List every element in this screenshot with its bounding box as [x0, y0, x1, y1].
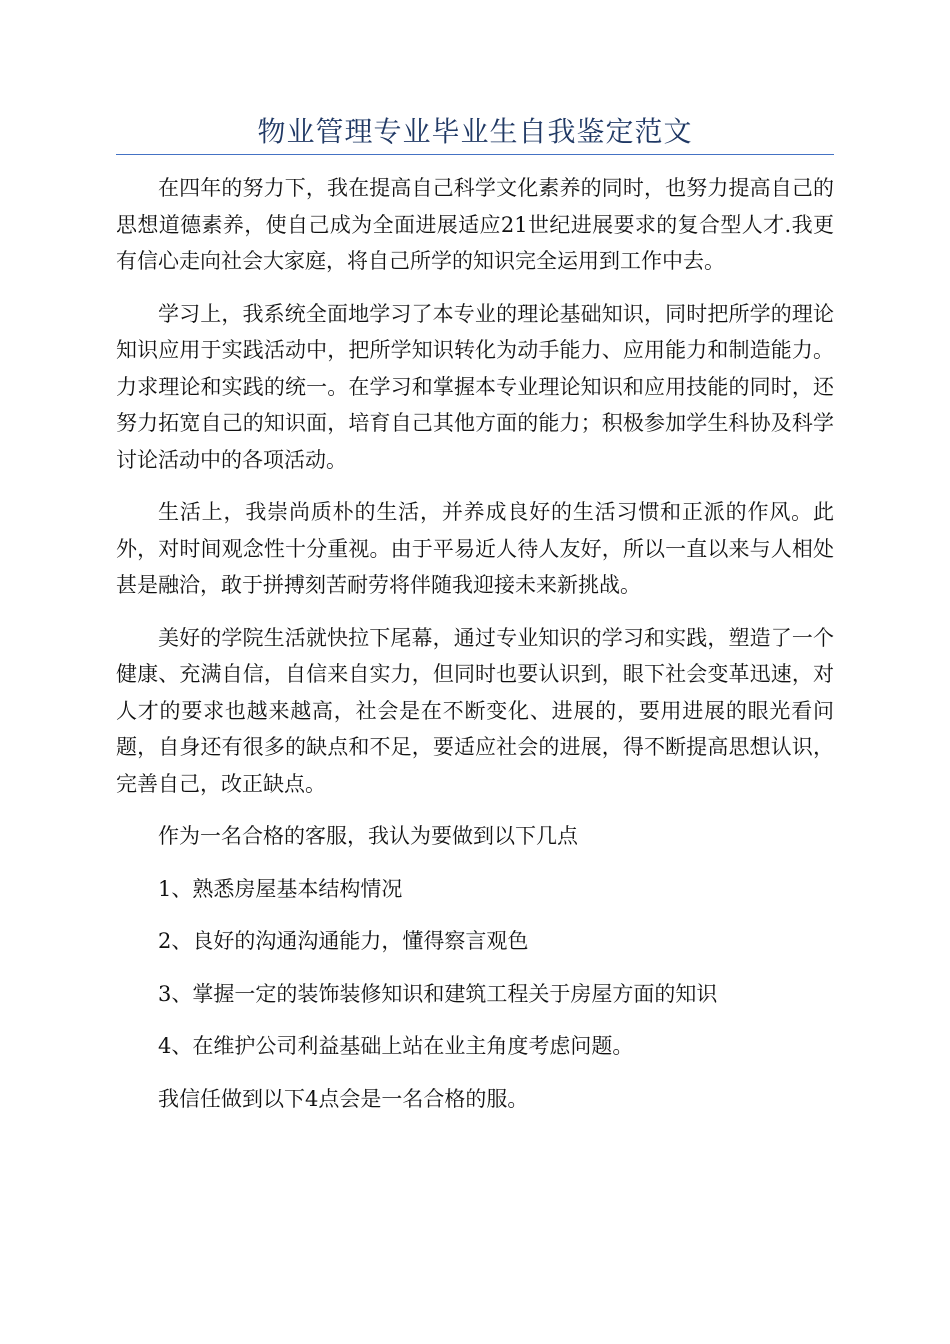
list-item: 3、掌握一定的装饰装修知识和建筑工程关于房屋方面的知识 [158, 981, 718, 1006]
title-underline [116, 154, 834, 155]
list-item: 1、熟悉房屋基本结构情况 [158, 876, 403, 901]
paragraph-college: 美好的学院生活就快拉下尾幕，通过专业知识的学习和实践，塑造了一个健康、充满自信，自信来自实力，但同时也要认识到，眼下社会变革迅速，对人才的要求也越来越高，社会是在不断变化、进展的，要用进展的眼光看问题，自身还有很多的缺点和不足，要适应社会的进展，得不断提高思想认识，完善自己，改正缺点。 [116, 625, 834, 796]
paragraph-life: 生活上，我崇尚质朴的生活，并养成良好的生活习惯和正派的作风。此外，对时间观念性十分重视。由于平易近人待人友好，所以一直以来与人相处甚是融洽，敢于拼搏刻苦耐劳将伴随我迎接未来新挑战。 [116, 500, 834, 597]
paragraph-study: 学习上，我系统全面地学习了本专业的理论基础知识，同时把所学的理论知识应用于实践活动中，把所学知识转化为动手能力、应用能力和制造能力。力求理论和实践的统一。在学习和掌握本专业理论知识和应用技能的同时，还努力拓宽自己的知识面，培育自己其他方面的能力；积极参加学生科协及科学讨论活动中的各项活动。 [116, 301, 834, 472]
document-body [116, 170, 834, 1133]
list-item: 2、良好的沟通沟通能力，懂得察言观色 [158, 929, 529, 953]
document-title: 物业管理专业毕业生自我鉴定范文 [257, 115, 693, 148]
list-item: 4、在维护公司利益基础上站在业主角度考虑问题。 [158, 1034, 634, 1058]
paragraph-intro: 在四年的努力下，我在提高自己科学文化素养的同时，也努力提高自己的思想道德素养，使自己成为全面进展适应21世纪进展要求的复合型人才.我更有信心走向社会大家庭，将自己所学的知识完全运用到工作中去。 [116, 176, 834, 273]
paragraph-service-intro: 作为一名合格的客服，我认为要做到以下几点 [158, 824, 578, 848]
paragraph-conclusion: 我信任做到以下4点会是一名合格的服。 [158, 1086, 529, 1111]
